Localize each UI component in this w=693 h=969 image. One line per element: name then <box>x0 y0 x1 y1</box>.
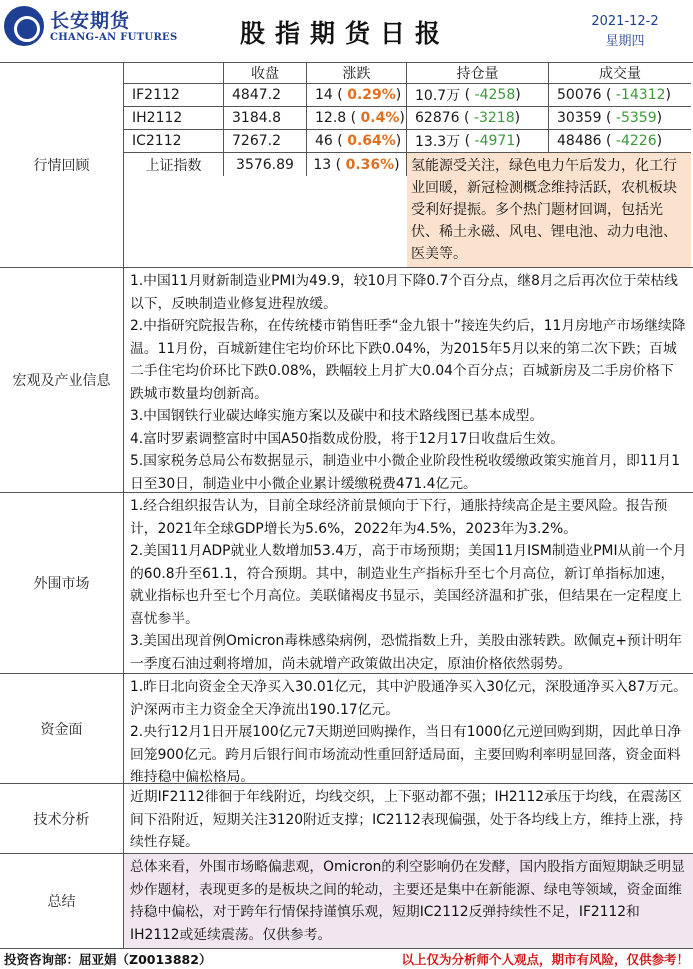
company-logo-icon <box>4 6 44 46</box>
report-header <box>0 0 693 62</box>
paragraph: 5.国家税务总局公布数据显示，制造业中小微企业阶段性税收缓缴政策实施首月，即11月1日至30日，制造业中小微企业累计缓缴税费471.4亿元。 <box>130 453 680 492</box>
volume-cell: 48486 ( -4226 ) <box>549 130 691 153</box>
volume-change: -4226 <box>615 133 657 149</box>
paragraph: 总体来看，外围市场略偏悲观，Omicron的利空影响仍在发酵，国内股指方面短期缺乏明显炒作题材，表现更多的是板块之间的轮动，主要还是集中在新能源、绿电等领域，资金面维持稳中偏松，对于跨年行情保持谨慎乐观，短期IC2112反弹持续性不足，IF2112和IH2112或延续震荡。仅供参考。 <box>130 859 685 943</box>
open-interest: 13.3万 <box>415 134 461 150</box>
section-technical <box>0 784 693 854</box>
column-header: 成交量 <box>549 63 691 84</box>
section-label: 行情回顾 <box>0 63 124 267</box>
change-value: 12.8 <box>315 110 347 126</box>
volume-change: -5359 <box>615 110 657 126</box>
paragraph: 近期IF2112徘徊于年线附近，均线交织，上下驱动都不强；IH2112承压于均线，在震荡区间下沿附近，短期关注3120附近支撑；IC2112表现偏强，处于各均线上方，维持上涨，持续性存疑。 <box>130 789 684 850</box>
change-pct: 0.64% <box>347 133 396 149</box>
report-footer <box>0 948 693 969</box>
open-interest: 10.7万 <box>415 88 461 104</box>
report-title: 股指期货日报 <box>239 19 450 48</box>
section-content <box>124 854 693 948</box>
paragraph: 2.央行12月1日开展100亿元7天期逆回购操作，当日有1000亿元逆回购到期，因此单日净回笼900亿元。跨月后银行间市场流动性重回舒适局面，主要回购利率明显回落，资金面料维持稳中偏松格局。 <box>130 724 682 785</box>
close-price: 7267.2 <box>224 130 307 153</box>
section-label: 资金面 <box>0 674 124 783</box>
volume: 30359 <box>557 110 602 126</box>
report-date <box>560 12 690 52</box>
contract-code: IH2112 <box>124 107 224 130</box>
paragraph: 3.美国出现首例Omicron毒株感染病例，恐慌指数上升，美股由涨转跌。欧佩克+预计明年一季度石油过剩将增加，尚未就增产政策做出决定，原油价格依然弱势。 <box>130 633 683 672</box>
paragraph: 2.中指研究院报告称，在传统楼市销售旺季“金九银十”接连失约后，11月房地产市场继续降温。11月份，百城新建住宅均价环比下跌0.04%，为2015年5月以来的第二次下跌；百城二手住宅均价环比下跌0.08%，跌幅较上月扩大0.04个百分点；百城新房及二手房价格下跌城市数量均创新高。 <box>130 318 686 402</box>
volume: 50076 <box>557 87 602 103</box>
change-value: 14 <box>315 87 333 103</box>
section-content <box>124 784 693 853</box>
analyst-info: 投资咨询部：屈亚娟（Z0013882） <box>4 952 212 967</box>
volume-change: -14312 <box>615 87 666 103</box>
paragraph: 1.昨日北向资金全天净买入30.01亿元，其中沪股通净买入30亿元，深股通净买入87万元。沪深两市主力资金全天净流出190.17亿元。 <box>130 679 687 718</box>
section-macro <box>0 268 693 493</box>
change-cell: 12.8 ( 0.4% ) <box>307 107 407 130</box>
index-change-pct: 0.36% <box>345 156 395 173</box>
section-label: 技术分析 <box>0 784 124 853</box>
index-change: 13 <box>313 156 332 173</box>
section-label: 宏观及产业信息 <box>0 268 124 492</box>
index-close: 3576.89 <box>224 153 307 176</box>
open-interest-change: -3218 <box>473 110 515 126</box>
column-header: 涨跌 <box>307 63 407 84</box>
paragraph: 4.富时罗素调整富时中国A50指数成份股，将于12月17日收盘后生效。 <box>130 430 564 447</box>
column-header <box>124 63 224 84</box>
volume-cell: 50076 ( -14312 ) <box>549 84 691 107</box>
section-content <box>124 493 693 673</box>
change-pct: 0.4% <box>360 110 400 126</box>
risk-disclaimer: 以上仅为分析师个人观点，期市有风险，仅供参考！ <box>401 952 689 967</box>
weekday-value: 星期四 <box>605 34 645 49</box>
section-summary <box>0 854 693 948</box>
column-header: 持仓量 <box>407 63 549 84</box>
section-funds <box>0 674 693 784</box>
market-commentary: 氢能源受关注，绿色电力午后发力，化工行业回暖，新冠检测概念维持活跃，农机板块受利好提振。多个热门题材回调，包括光伏、稀土永磁、风电、锂电池、动力电池、医美等。 <box>407 153 691 267</box>
section-market-review <box>0 63 693 268</box>
market-table <box>124 63 693 267</box>
open-interest-cell: 10.7万 ( -4258 ) <box>407 84 549 107</box>
change-pct: 0.29% <box>347 87 396 103</box>
section-overseas <box>0 493 693 674</box>
report-body <box>0 62 693 948</box>
close-price: 3184.8 <box>224 107 307 130</box>
section-content <box>124 674 693 783</box>
contract-code: IF2112 <box>124 84 224 107</box>
open-interest-change: -4971 <box>474 133 516 149</box>
section-label: 外围市场 <box>0 493 124 673</box>
volume: 48486 <box>557 133 602 149</box>
company-name-cn: 长安期货 <box>50 10 131 32</box>
paragraph: 1.经合组织报告认为，目前全球经济前景倾向于下行，通胀持续高企是主要风险。报告预计，2021年全球GDP增长为5.6%，2022年为4.5%，2023年为3.2%。 <box>130 498 668 537</box>
index-change-cell: 13 ( 0.36% ) <box>307 153 407 176</box>
paragraph: 3.中国钢铁行业碳达峰实施方案以及碳中和技术路线图已基本成型。 <box>130 408 544 424</box>
change-cell: 46 ( 0.64% ) <box>307 130 407 153</box>
index-name: 上证指数 <box>124 153 224 176</box>
paragraph: 2.美国11月ADP就业人数增加53.4万，高于市场预期；美国11月ISM制造业PMI从前一个月的60.8升至61.1，符合预期。其中，制造业生产指标升至七个月高位，新订单指标加速，就业指标也升至七个月高位。美联储褐皮书显示，美国经济温和扩张，但结果在一定程度上喜忧参半。 <box>130 543 687 627</box>
section-content <box>124 268 693 492</box>
open-interest-cell: 62876 ( -3218 ) <box>407 107 549 130</box>
paragraph: 1.中国11月财新制造业PMI为49.9，较10月下降0.7个百分点，继8月之后再次位于荣枯线以下，反映制造业修复进程放缓。 <box>130 273 678 312</box>
column-header: 收盘 <box>224 63 307 84</box>
volume-cell: 30359 ( -5359 ) <box>549 107 691 130</box>
open-interest: 62876 <box>415 110 460 126</box>
open-interest-cell: 13.3万 ( -4971 ) <box>407 130 549 153</box>
company-name-en: CHANG-AN FUTURES <box>50 32 178 43</box>
change-cell: 14 ( 0.29% ) <box>307 84 407 107</box>
close-price: 4847.2 <box>224 84 307 107</box>
change-value: 46 <box>315 133 333 149</box>
open-interest-change: -4258 <box>474 87 516 103</box>
date-value: 2021-12-2 <box>591 14 659 29</box>
contract-code: IC2112 <box>124 130 224 153</box>
section-label: 总结 <box>0 854 124 948</box>
